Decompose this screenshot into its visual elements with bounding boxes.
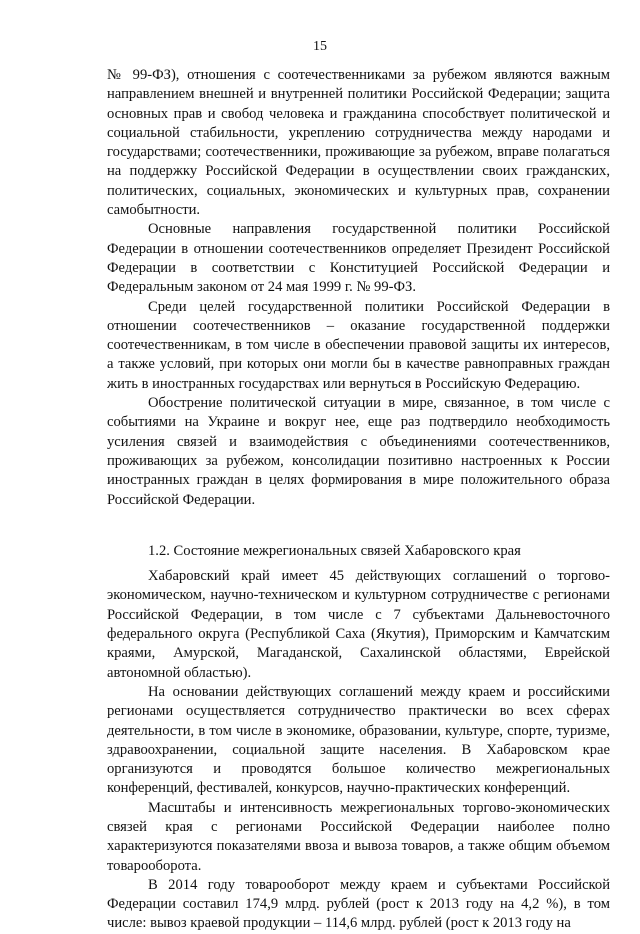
paragraph-continuation: № 99-ФЗ), отношения с соотечественниками за рубежом являются важным направлением внешней и внутренней политики Российской Федерации; защита основных прав и свобод человека и гражданина способствует политической и социальной стабильности, укреплению сотрудничества между народами и государствами; соотечественники, проживающие за рубежом, вправе полагаться на поддержку Российской Федерации в осуществлении своих гражданских, политических, социальных, экономических и культурных прав, сохранении самобытности. (107, 67, 610, 219)
paragraph-policy-goals: Среди целей государственной политики Российской Федерации в отношении соотечественников – оказание государственной поддержки соотечественникам, в том числе в обеспечении правовой защиты их интересов, а также условий, при которых они могли бы в качестве равноправных граждан жить в иностранных государствах или вернуться в Российскую Федерацию. (107, 298, 610, 392)
paragraph-cooperation: На основании действующих соглашений между краем и российскими регионами осуществляется сотрудничество практически во всех сферах деятельности, в том числе в экономике, образовании, культуре, спорте, туризме, здравоохранении, социальной защите населения. В Хабаровском крае организуются и проводятся большое количество межрегиональных конференций, фестивалей, конкурсов, научно-практических конференций. (107, 683, 610, 797)
page-number: 15 (313, 39, 327, 54)
paragraph-trade-scale: Масштабы и интенсивность межрегиональных торгово-экономических связей края с регионами Российской Федерации наиболее полно характеризуются показателями ввоза и вывоза товаров, а также общим объемом товарооборота. (107, 799, 610, 874)
paragraph-main-directions: Основные направления государственной политики Российской Федерации в отношении соотечественников определяет Президент Российской Федерации в соответствии с Конституцией Российской Федерации и Федеральным законом от 24 мая 1999 г. № 99-ФЗ. (107, 221, 610, 296)
paragraph-trade-2014: В 2014 году товарооборот между краем и субъектами Российской Федерации составил 174,9 млрд. рублей (рост к 2013 году на 4,2 %), в том числе: вывоз краевой продукции – 114,6 млрд. рублей (рост к 2013 году на (107, 876, 610, 932)
paragraph-agreements: Хабаровский край имеет 45 действующих соглашений о торгово-экономическом, научно-техническом и культурном сотрудничестве с регионами Российской Федерации, в том числе с 7 субъектами Дальневосточного федерального округа (Республикой Саха (Якутия), Приморским и Камчатским краями, Амурской, Магаданской, Сахалинской областями, Еврейской автономной областью). (107, 568, 610, 681)
page-body (107, 66, 610, 934)
paragraph-political-situation: Обострение политической ситуации в мире, связанное, в том числе с событиями на Украине и вокруг нее, еще раз подтвердило необходимость усиления связей и взаимодействия с объединениями соотечественников, проживающих за рубежом, консолидации позитивно настроенных к России иностранных граждан в целях формирования в мире положительного образа Российской Федерации. (107, 395, 610, 508)
section-heading: 1.2. Состояние межрегиональных связей Хабаровского края (148, 542, 521, 559)
